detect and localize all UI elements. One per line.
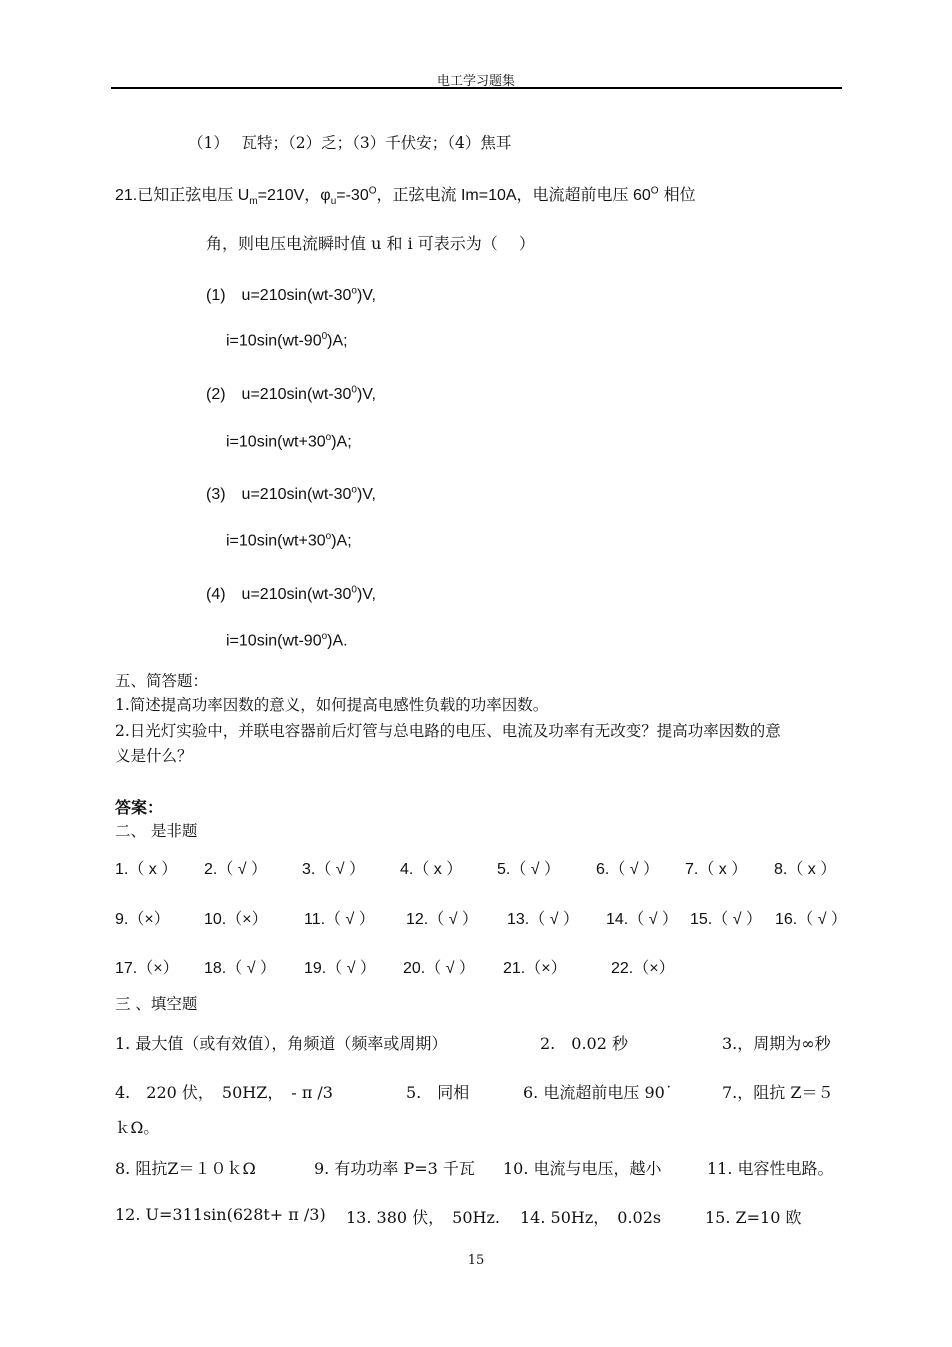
tf-answer: 13.（ √ ）: [507, 911, 579, 928]
q21-option4-u: (4) $u=210\sin(wt-30^0)V$,: [206, 584, 376, 603]
q21-option3-i: $i=10\sin(wt+30^o)A$;: [226, 531, 352, 550]
fill-answer: 14. 50Hz， 0.02s: [520, 1208, 662, 1227]
section5-question1: 1.简述提高功率因数的意义，如何提高电感性负载的功率因数。: [115, 696, 549, 714]
fill-answer-continuation: ｋΩ。: [115, 1119, 159, 1137]
tf-answer: 11.（ √ ）: [304, 911, 375, 928]
fill-answer: 3.，周期为∞秒: [722, 1034, 831, 1053]
tf-answer: 21.（×）: [503, 960, 567, 977]
tf-answer: 17.（×）: [115, 960, 179, 977]
tf-answer: 9.（×）: [115, 911, 170, 928]
tf-answer: 18.（ √ ）: [204, 960, 276, 977]
q21-option3-u: (3) $u=210\sin(wt-30^o)V$,: [206, 484, 376, 503]
q21-option4-i: $i=10\sin(wt-90^o)A$.: [226, 631, 348, 650]
tf-answer: 1.（ x ）: [115, 861, 178, 878]
tf-answer: 22.（×）: [611, 960, 675, 977]
fill-answer: 2. 0.02 秒: [540, 1034, 628, 1053]
q21-option2-u: (2) $u=210\sin(wt-30^0)V$,: [206, 384, 376, 403]
fill-answer: 8. 阻抗Z＝１０ｋΩ: [115, 1159, 256, 1178]
true-false-section-title: 二、 是非题: [115, 822, 198, 840]
tf-answer: 14.（ √ ）: [606, 911, 678, 928]
tf-answer: 5.（ √ ）: [497, 861, 561, 878]
tf-answer: 4.（ x ）: [400, 861, 463, 878]
section5-title: 五、简答题：: [115, 672, 209, 690]
fill-answer: 9. 有功功率 P=3 千瓦: [314, 1159, 475, 1178]
tf-answer: 7.（ x ）: [685, 861, 748, 878]
answers-title: 答案：: [115, 798, 164, 817]
q21-stem-line1: 21.已知正弦电压 $U_m=210V$，$\varphi_u=-30^O$，正弦电流 Im=10A，电流超前电压 $60^O$ 相位: [115, 185, 696, 208]
page-number: 15: [467, 1253, 485, 1268]
fill-in-section-title: 三 、填空题: [115, 995, 198, 1013]
q20-options: （1） 瓦特；（2）乏；（3）千伏安；（4）焦耳: [188, 134, 512, 152]
fill-answer: 15. Z=10 欧: [705, 1208, 802, 1227]
tf-answer: 8.（ x ）: [774, 861, 837, 878]
section5-question2-line2: 义是什么？: [115, 747, 193, 765]
tf-answer: 15.（ √ ）: [690, 911, 762, 928]
tf-answer: 10.（×）: [204, 911, 268, 928]
fill-answer: 10. 电流与电压，越小: [503, 1159, 662, 1178]
fill-answer: 1. 最大值（或有效值），角频道（频率或周期）: [115, 1034, 448, 1053]
fill-answer: 11. 电容性电路。: [707, 1159, 834, 1178]
fill-answer: 12. U=311sin(628t+ π /3): [115, 1205, 326, 1224]
tf-answer: 2.（ √ ）: [204, 861, 268, 878]
fill-answer: 4. 220 伏， 50HZ， - π /3: [115, 1083, 333, 1102]
tf-answer: 12.（ √ ）: [406, 911, 478, 928]
tf-answer: 19.（ √ ）: [304, 960, 376, 977]
tf-answer: 16.（ √ ）: [775, 911, 847, 928]
header-rule: [111, 87, 842, 89]
q21-option1-u: (1) $u=210\sin(wt-30^o)V$,: [206, 285, 376, 304]
section5-question2-line1: 2.日光灯实验中，并联电容器前后灯管与总电路的电压、电流及功率有无改变？提高功率因数的意: [115, 722, 781, 740]
tf-answer: 20.（ √ ）: [403, 960, 475, 977]
q21-option1-i: $i=10\sin(wt-90^0)A$;: [226, 331, 348, 350]
fill-answer: 5. 同相: [406, 1083, 470, 1102]
fill-answer: 6. 电流超前电压 90˙: [523, 1083, 673, 1102]
fill-answer: 7.，阻抗 Z＝５: [722, 1083, 834, 1102]
tf-answer: 3.（ √ ）: [302, 861, 366, 878]
fill-answer: 13. 380 伏， 50Hz.: [346, 1208, 500, 1227]
q21-stem-line2: 角，则电压电流瞬时值 u 和 i 可表示为（ ）: [206, 234, 535, 253]
tf-answer: 6.（ √ ）: [596, 861, 660, 878]
page-header-title: 电工学习题集: [436, 74, 515, 89]
q21-option2-i: $i=10\sin(wt+30^o)A$;: [226, 432, 352, 451]
